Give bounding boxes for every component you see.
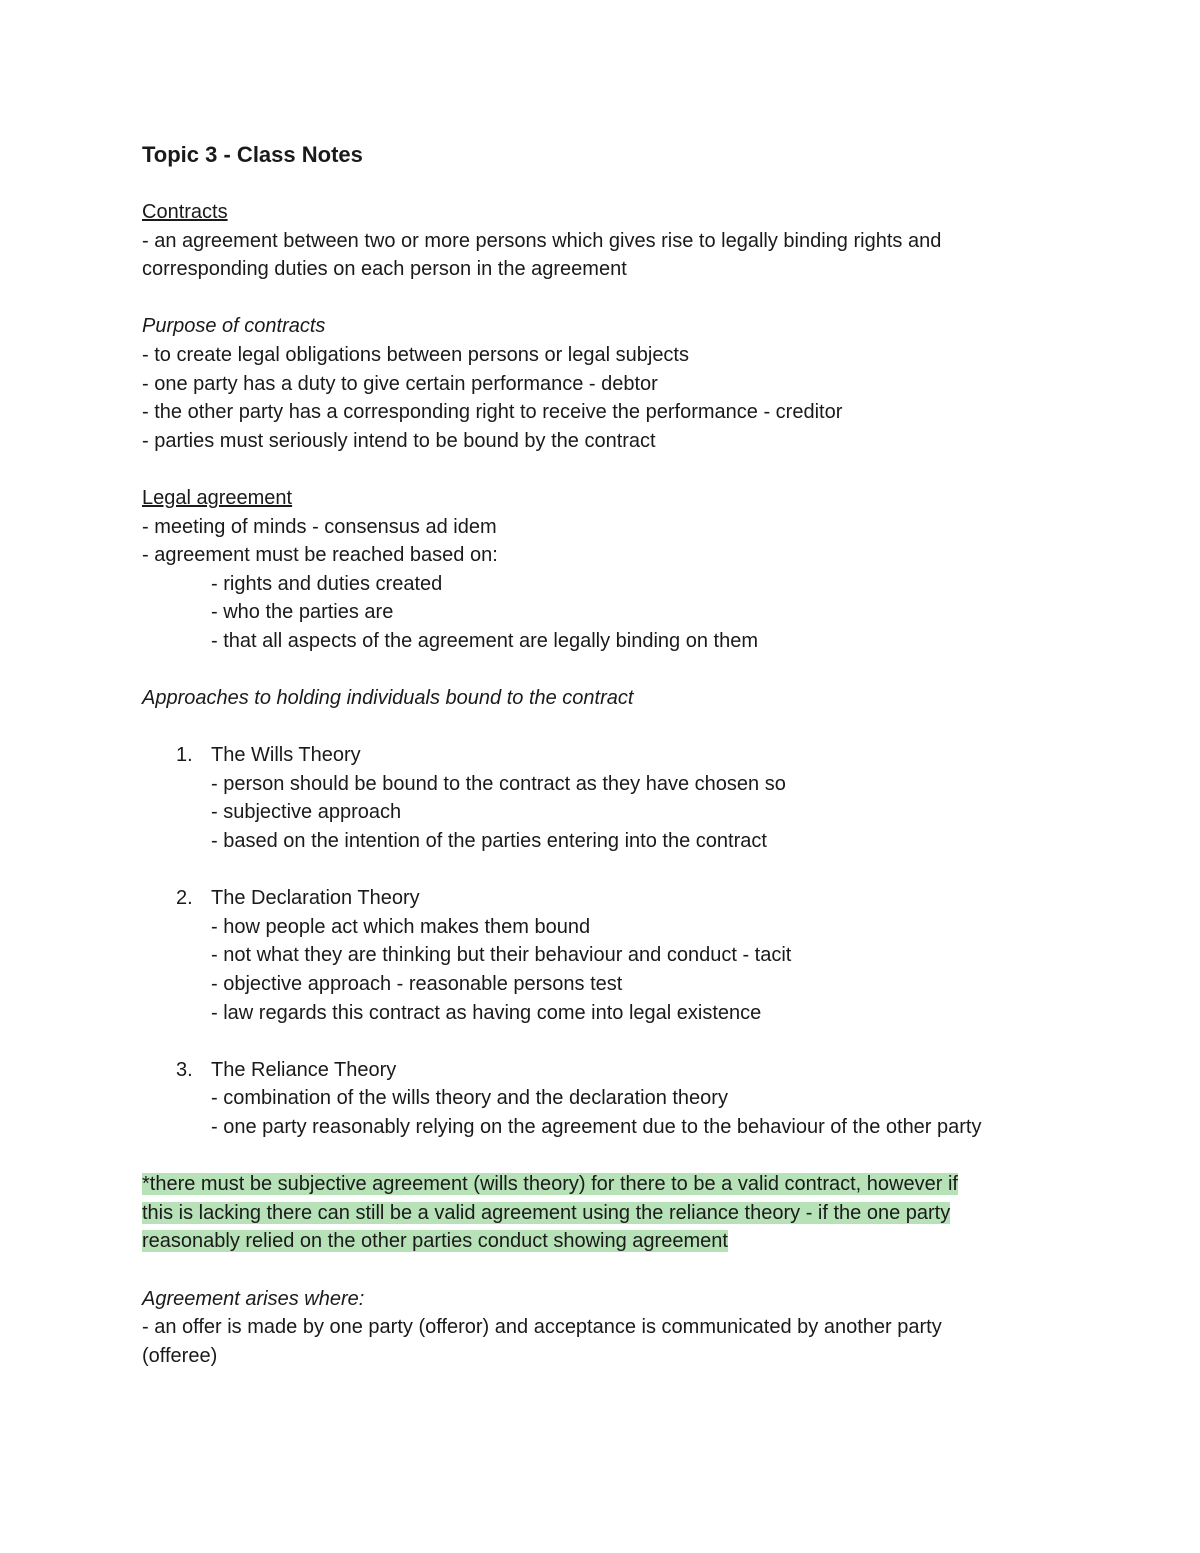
- list-item-title: [142, 741, 1072, 770]
- theory-title: The Wills Theory: [211, 744, 361, 767]
- text-line: - parties must seriously intend to be bound by the contract: [142, 429, 656, 452]
- list-number: 1.: [176, 744, 193, 767]
- text-line: - meeting of minds - consensus ad idem: [142, 515, 497, 538]
- section-heading-agreement-arises: Agreement arises where:: [142, 1287, 365, 1310]
- sub-text-line: - one party reasonably relying on the agreement due to the behaviour of the other party: [211, 1116, 982, 1138]
- highlight-note-line: [142, 1170, 1072, 1199]
- highlighted-text: *there must be subjective agreement (wills theory) for there to be a valid contract, however if: [142, 1173, 958, 1196]
- sub-text-line: - based on the intention of the parties entering into the contract: [211, 830, 767, 853]
- section-heading-approaches: Approaches to holding individuals bound to the contract: [142, 687, 634, 710]
- list-number: 2.: [176, 887, 193, 910]
- list-number: 3.: [176, 1058, 193, 1081]
- text-line: - one party has a duty to give certain performance - debtor: [142, 372, 658, 395]
- highlight-note-line: [142, 1227, 1072, 1256]
- section-heading-contracts: Contracts: [142, 201, 228, 223]
- highlighted-text: reasonably relied on the other parties conduct showing agreement: [142, 1230, 728, 1253]
- text-line: (offeree): [142, 1344, 218, 1367]
- sub-text-line: - law regards this contract as having come into legal existence: [211, 1001, 762, 1024]
- list-item-title: [142, 1056, 1072, 1085]
- sub-text-line: - how people act which makes them bound: [211, 915, 591, 938]
- sub-text-line: - rights and duties created: [211, 572, 443, 595]
- sub-text-line: - that all aspects of the agreement are legally binding on them: [211, 629, 758, 652]
- highlight-note-line: [142, 1199, 1072, 1228]
- sub-text-line: - objective approach - reasonable persons test: [211, 973, 623, 996]
- text-line: corresponding duties on each person in the agreement: [142, 258, 627, 281]
- section-heading-legal-agreement: Legal agreement: [142, 486, 293, 509]
- sub-text-line: - combination of the wills theory and the declaration theory: [211, 1087, 728, 1110]
- text-line: - an agreement between two or more persons which gives rise to legally binding rights and: [142, 229, 942, 252]
- text-line: - to create legal obligations between persons or legal subjects: [142, 343, 689, 366]
- sub-text-line: - who the parties are: [211, 601, 394, 624]
- page-title: Topic 3 - Class Notes: [142, 142, 363, 167]
- section-heading-purpose: Purpose of contracts: [142, 315, 326, 338]
- text-line: - agreement must be reached based on:: [142, 544, 498, 567]
- document-page: [142, 140, 1072, 1370]
- sub-text-line: - person should be bound to the contract as they have chosen so: [211, 772, 786, 795]
- sub-text-line: - subjective approach: [211, 801, 402, 824]
- highlighted-text: this is lacking there can still be a valid agreement using the reliance theory - if the one party: [142, 1201, 951, 1224]
- theory-title: The Declaration Theory: [211, 887, 420, 910]
- text-line: - the other party has a corresponding right to receive the performance - creditor: [142, 401, 843, 424]
- text-line: - an offer is made by one party (offeror) and acceptance is communicated by another party: [142, 1316, 942, 1339]
- theory-title: The Reliance Theory: [211, 1058, 397, 1081]
- sub-text-line: - not what they are thinking but their behaviour and conduct - tacit: [211, 944, 792, 967]
- list-item-title: [142, 884, 1072, 913]
